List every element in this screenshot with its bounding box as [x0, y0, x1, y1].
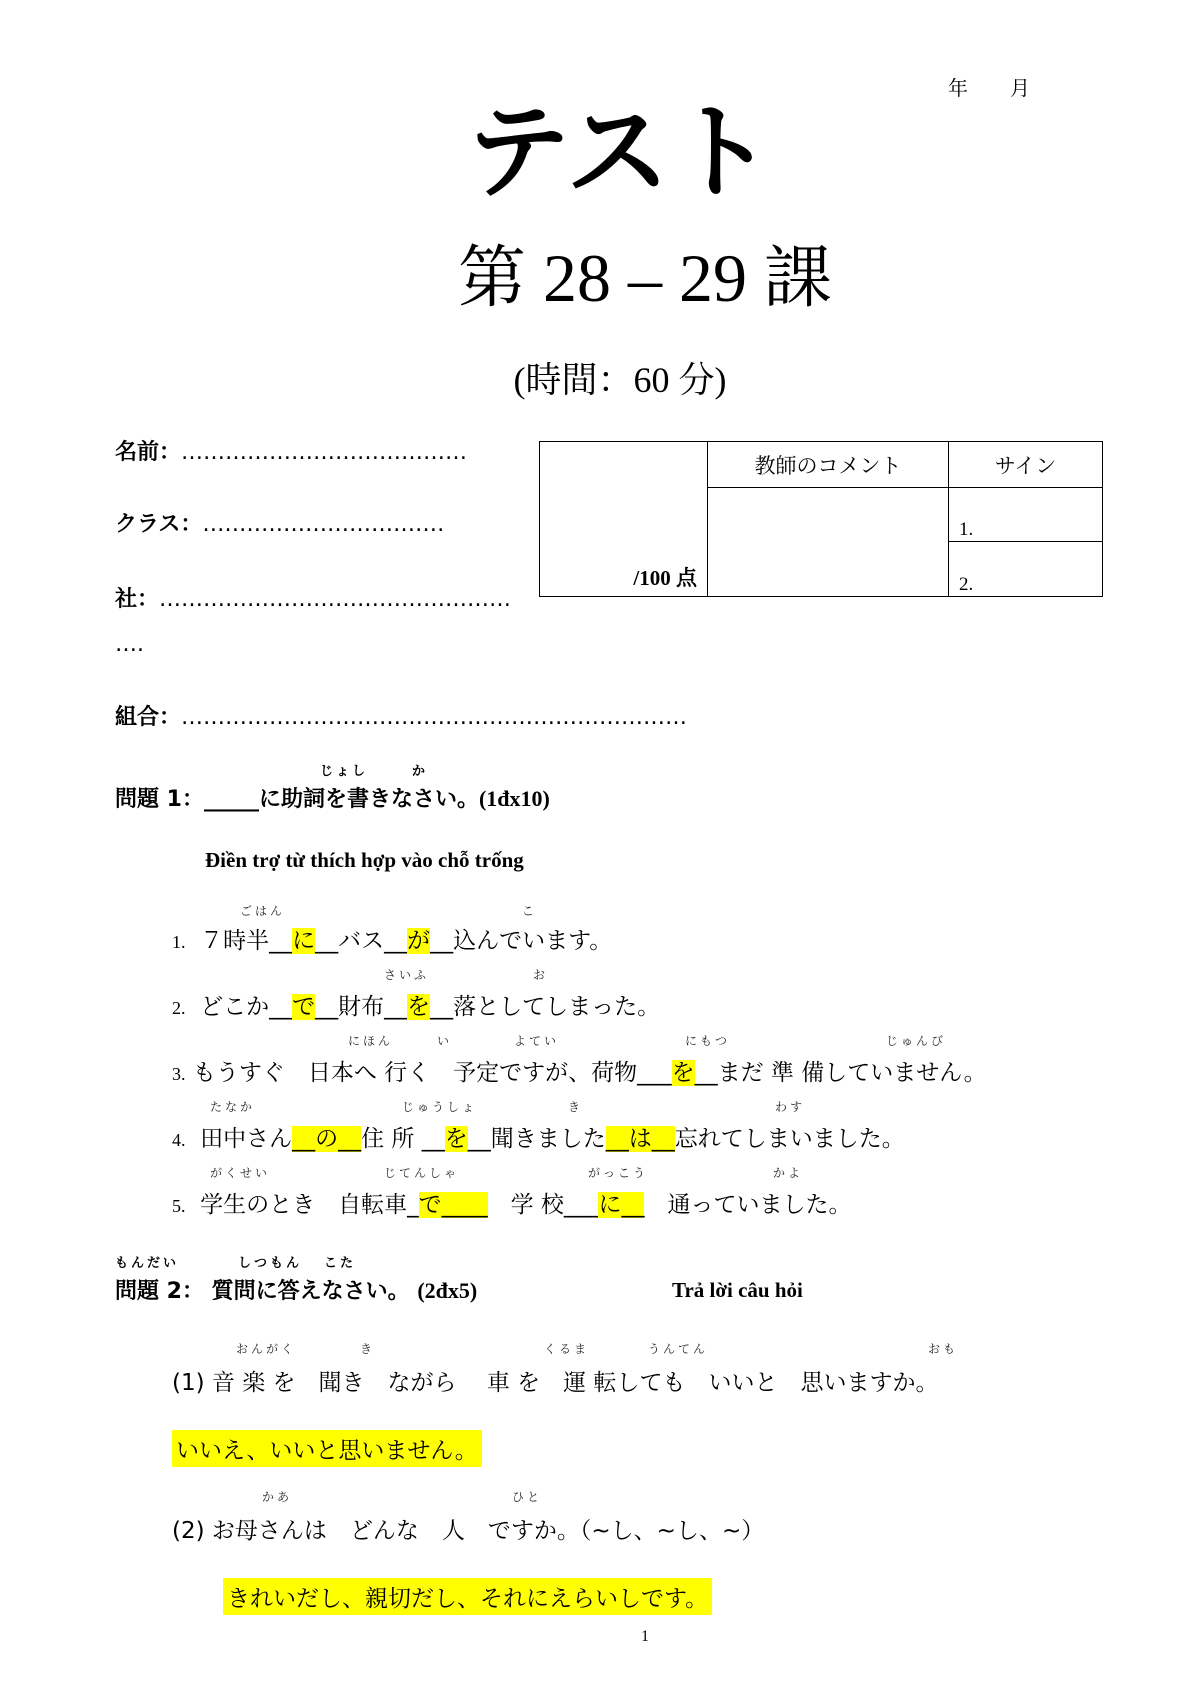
q2-ruby-mondai: もんだい [115, 1256, 180, 1271]
comment-header: 教師のコメント [708, 442, 949, 488]
q1-item2-ruby2: お [533, 968, 549, 982]
item-text: __込んでいます。 [430, 928, 613, 954]
q2-item2-ruby1: かあ [262, 1490, 293, 1504]
q1-item-1 [172, 922, 612, 955]
q2-answer-1[interactable]: いいえ、いいと思いません。 [172, 1430, 482, 1467]
item-text: 音 楽 を 聞き ながら 車 を 運 転しても いいと 思いますか。 [211, 1370, 939, 1396]
q1-subtitle: Điền trợ từ thích hợp vào chỗ trống [205, 848, 524, 872]
answer-highlight[interactable]: __の__ [292, 1126, 362, 1152]
q1-item-3 [172, 1054, 987, 1087]
q2-ruby-shitsumon: しつもん [238, 1256, 303, 1271]
item-text: __まだ 準 備していません。 [694, 1060, 987, 1086]
score-label: /100 点 [633, 566, 697, 590]
q1-item3-ruby3: よてい [514, 1034, 560, 1048]
item-text: __落としてしまった。 [430, 994, 661, 1020]
name-blank[interactable]: ………………………………… [181, 440, 468, 465]
q2-label: 問題 2： [115, 1279, 204, 1304]
union-label: 組合： [115, 705, 182, 730]
q1-item-4 [172, 1120, 905, 1153]
item-text: 通っていました。 [644, 1192, 852, 1218]
question-1-heading [115, 782, 550, 813]
item-text: __バス__ [315, 928, 408, 954]
sign-slot-2[interactable]: 2. [949, 542, 1103, 597]
time-limit: (時間：60 分) [513, 360, 727, 400]
question-2-heading [115, 1274, 477, 1305]
month-label: 月 [1010, 76, 1032, 100]
item-number: 3. [172, 1064, 186, 1084]
q1-item5-ruby4: かよ [773, 1166, 804, 1180]
q1-label: 問題 1： [115, 787, 204, 812]
q2-instruction: 質問に答えなさい。 [211, 1279, 410, 1304]
q2-item-1 [172, 1364, 938, 1397]
item-text: 田中さん [200, 1126, 293, 1152]
q2-item1-ruby3: くるま [544, 1342, 590, 1356]
item-text: お母さんは どんな 人 ですか。（~し、~し、~） [211, 1518, 765, 1544]
sign-header: サイン [949, 442, 1103, 488]
q1-points: (1đx10) [478, 786, 550, 811]
q2-item2-ruby2: ひと [512, 1490, 543, 1504]
q2-item1-ruby2: き [360, 1342, 376, 1356]
q1-item1-ruby1: ごはん [240, 904, 286, 918]
item-number: 5. [172, 1196, 186, 1216]
item-text: ７時半__ [200, 928, 293, 954]
q1-item4-ruby4: わす [775, 1100, 806, 1114]
class-label: クラス： [115, 512, 203, 537]
q2-item1-ruby1: おんがく [236, 1342, 297, 1356]
answer-highlight[interactable]: で____ [418, 1192, 488, 1218]
q2-item1-ruby5: おも [928, 1342, 959, 1356]
q1-ruby-ka: か [412, 764, 429, 779]
union-field [115, 700, 687, 731]
answer-highlight[interactable]: で [292, 994, 316, 1020]
item-text: __聞きました [467, 1126, 606, 1152]
name-field [115, 435, 467, 466]
score-cell [540, 442, 708, 597]
q1-item4-ruby2: じゅうしょ [402, 1100, 478, 1114]
q2-ruby-kota: こた [324, 1256, 357, 1271]
q1-item1-ruby2: こ [522, 904, 538, 918]
item-text: どこか__ [200, 994, 293, 1020]
company-blank-cont[interactable]: …. [115, 632, 144, 657]
q1-item3-ruby1: にほん [348, 1034, 394, 1048]
class-field [115, 507, 444, 538]
q1-item3-ruby4: にもつ [685, 1034, 731, 1048]
q1-item-5 [172, 1186, 851, 1219]
answer-highlight[interactable]: に__ [598, 1192, 645, 1218]
item-text: 忘れてしまいました。 [674, 1126, 905, 1152]
answer-highlight[interactable]: __は__ [605, 1126, 675, 1152]
class-blank[interactable]: …………………………… [202, 512, 445, 537]
company-field [115, 582, 511, 613]
page-number: 1 [641, 1628, 649, 1645]
year-label: 年 [948, 76, 970, 100]
answer-highlight[interactable]: を [407, 994, 431, 1020]
q1-ruby-joshi: じょし [320, 764, 369, 779]
q1-item5-ruby1: がくせい [210, 1166, 271, 1180]
q2-points: (2đx5) [417, 1278, 478, 1303]
page-title: テスト [466, 91, 774, 213]
q1-item2-ruby1: さいふ [384, 968, 430, 982]
q1-instruction: に助詞を書きなさい。 [258, 787, 479, 812]
q1-item5-ruby2: じてんしゃ [384, 1166, 460, 1180]
item-text: 住 所 __ [361, 1126, 445, 1152]
q1-item3-ruby5: じゅんび [886, 1034, 947, 1048]
item-text: 学 校___ [487, 1192, 599, 1218]
q1-item5-ruby3: がっこう [588, 1166, 649, 1180]
company-label: 社： [115, 587, 160, 612]
answer-highlight[interactable]: が [407, 928, 431, 954]
union-blank[interactable]: …………………………………………………………… [181, 705, 688, 730]
item-text: もうすぐ 日本へ 行く 予定ですが、荷物___ [192, 1060, 672, 1086]
company-blank[interactable]: ………………………………………… [159, 587, 512, 612]
answer-highlight[interactable]: を [671, 1060, 695, 1086]
lesson-heading: 第 28 – 29 課 [457, 240, 832, 316]
answer-highlight[interactable]: を [444, 1126, 468, 1152]
item-number: (2) [172, 1518, 205, 1544]
comment-box[interactable] [708, 488, 949, 597]
q1-item4-ruby1: たなか [210, 1100, 256, 1114]
item-number: 1. [172, 932, 186, 952]
item-text: 学生のとき 自転車_ [200, 1192, 419, 1218]
name-label: 名前： [115, 440, 182, 465]
item-number: 2. [172, 998, 186, 1018]
score-table [539, 441, 1103, 597]
date-line [948, 72, 1032, 101]
q1-blank: _____ [203, 787, 259, 812]
q2-subtitle: Trả lời câu hỏi [672, 1278, 803, 1302]
q2-answer-2[interactable]: きれいだし、親切だし、それにえらいしです。 [223, 1578, 712, 1615]
q2-item1-ruby4: うんてん [648, 1342, 709, 1356]
q1-item3-ruby2: い [437, 1034, 453, 1048]
item-number: (1) [172, 1370, 205, 1396]
sign-slot-1[interactable]: 1. [949, 488, 1103, 542]
q1-item4-ruby3: き [568, 1100, 584, 1114]
item-number: 4. [172, 1130, 186, 1150]
q2-item-2 [172, 1512, 764, 1545]
q1-item-2 [172, 988, 660, 1021]
answer-highlight[interactable]: に [292, 928, 316, 954]
company-field-continued [115, 632, 144, 657]
item-text: __財布__ [315, 994, 408, 1020]
